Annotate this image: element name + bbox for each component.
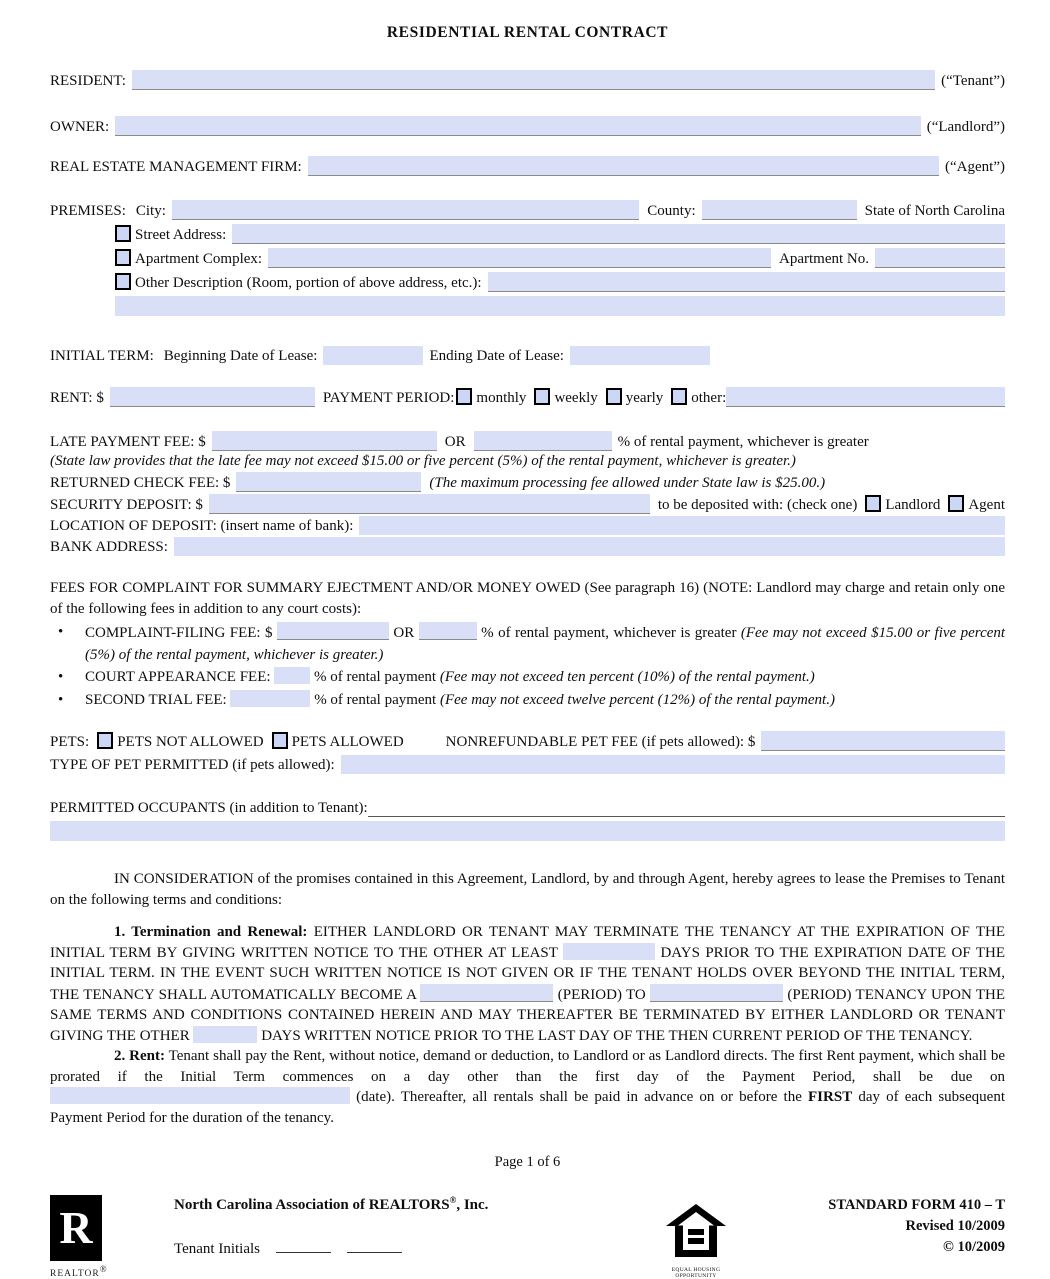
management-firm-suffix: (“Agent”) <box>945 159 1005 175</box>
bank-address-field[interactable] <box>174 537 1005 556</box>
street-address-checkbox[interactable] <box>115 225 131 242</box>
city-field[interactable] <box>172 200 639 220</box>
court-fee-suffix: % of rental payment <box>314 669 437 685</box>
other-description-extra-row <box>115 296 1005 316</box>
yearly-label: yearly <box>625 390 664 406</box>
rent-amount-field[interactable] <box>110 387 315 407</box>
security-deposit-label: SECURITY DEPOSIT: $ <box>50 497 203 513</box>
apartment-no-field[interactable] <box>875 248 1005 268</box>
rent-label: RENT: $ <box>50 390 104 406</box>
weekly-label: weekly <box>554 390 598 406</box>
apartment-complex-row <box>115 248 1005 268</box>
security-deposit-row <box>50 494 1005 514</box>
end-date-field[interactable] <box>570 346 710 365</box>
initial-term-label: INITIAL TERM: <box>50 348 154 364</box>
termination-days-field-1[interactable] <box>563 943 655 960</box>
security-deposit-field[interactable] <box>209 494 650 514</box>
returned-check-field[interactable] <box>236 472 421 492</box>
late-fee-note: (State law provides that the late fee may not exceed $15.00 or five percent (5%) of the rental payment, whichever is greater.) <box>50 453 796 469</box>
occupants-label: PERMITTED OCCUPANTS (in addition to Tenant): <box>50 800 368 816</box>
state-label: State of North Carolina <box>864 203 1005 219</box>
association-name-reg: ® <box>449 1195 457 1205</box>
realtor-logo-icon <box>50 1195 102 1261</box>
deposit-location-row <box>50 516 1005 535</box>
termination-text-2: DAYS PRIOR TO THE EXPIRATION DATE OF THE INITIAL TERM. IN THE EVENT SUCH WRITTEN NOTICE IS NOT GIVEN OR IF THE TENANT HOLDS OVER BEYOND THE INITIAL TERM, THE TENANCY SHALL AUTOMATICALLY BECOME A <box>50 944 1005 1003</box>
filing-fee-suffix: % of rental payment, whichever is greater <box>481 625 737 641</box>
management-firm-label: REAL ESTATE MANAGEMENT FIRM: <box>50 159 302 175</box>
owner-field[interactable] <box>115 116 921 136</box>
security-deposit-mid: to be deposited with: (check one) <box>657 497 858 513</box>
fees-section <box>50 431 1005 556</box>
complaint-filing-fee-item <box>50 622 1005 666</box>
pets-not-allowed-checkbox[interactable] <box>97 732 113 749</box>
management-firm-field[interactable] <box>308 156 939 176</box>
management-firm-row <box>50 156 1005 176</box>
county-field[interactable] <box>702 200 857 220</box>
court-fee-note: (Fee may not exceed ten percent (10%) of the rental payment.) <box>439 669 815 685</box>
pets-row <box>50 731 1005 751</box>
end-date-label: Ending Date of Lease: <box>429 348 564 364</box>
street-address-row <box>115 224 1005 244</box>
realtor-logo <box>50 1195 122 1279</box>
tenant-initials-field-1[interactable] <box>276 1238 331 1253</box>
page-number: Page 1 of 6 <box>494 1154 561 1170</box>
rent-text-2: (date). Thereafter, all rentals shall be paid in advance on or before the <box>356 1089 802 1105</box>
form-info-block <box>777 1195 1005 1258</box>
realtor-logo-letter: R <box>59 1202 93 1253</box>
complaint-fees-section <box>50 578 1005 711</box>
other-description-row <box>115 272 1005 292</box>
pets-label: PETS: <box>50 734 90 750</box>
deposit-agent-checkbox[interactable] <box>948 495 964 512</box>
late-fee-row <box>50 431 1005 451</box>
second-trial-fee-item <box>50 690 1005 712</box>
rent-due-date-field[interactable] <box>50 1087 350 1104</box>
termination-text-3: (PERIOD) TO <box>557 986 646 1003</box>
street-address-label: Street Address: <box>135 227 227 243</box>
other-period-label: other: <box>691 390 727 406</box>
termination-text-4: (PERIOD) TENANCY UPON THE SAME TERMS AND CONDITIONS CONTAINED HEREIN AND MAY THEREAFTER BE TERMINATED BY EITHER LANDLORD OR TENANT GIVING THE OTHER <box>50 986 1005 1044</box>
termination-paragraph <box>50 922 1005 1046</box>
deposit-landlord-label: Landlord <box>885 497 941 513</box>
pet-type-label: TYPE OF PET PERMITTED (if pets allowed): <box>50 757 335 773</box>
occupants-extra-row <box>50 821 1005 841</box>
returned-check-note: (The maximum processing fee allowed under State law is $25.00.) <box>429 475 826 491</box>
other-description-extra-field[interactable] <box>115 296 1005 316</box>
association-name-suffix: , Inc. <box>456 1197 489 1213</box>
monthly-checkbox[interactable] <box>456 388 472 405</box>
tenant-initials-field-2[interactable] <box>347 1238 402 1253</box>
trial-fee-percent-field[interactable] <box>230 690 310 707</box>
equal-housing-caption: EQUAL HOUSING OPPORTUNITY <box>671 1267 721 1279</box>
late-fee-label: LATE PAYMENT FEE: $ <box>50 434 206 450</box>
apartment-complex-checkbox[interactable] <box>115 249 131 266</box>
monthly-label: monthly <box>476 390 527 406</box>
association-block <box>174 1195 657 1258</box>
equal-housing-icon <box>665 1203 727 1261</box>
filing-fee-or: OR <box>393 625 415 641</box>
court-fee-percent-field[interactable] <box>274 667 310 684</box>
pet-type-field[interactable] <box>341 755 1005 774</box>
document-title: RESIDENTIAL RENTAL CONTRACT <box>386 24 669 41</box>
late-fee-or: OR <box>444 434 466 450</box>
termination-period-field-2[interactable] <box>650 984 783 1002</box>
other-description-checkbox[interactable] <box>115 273 131 290</box>
court-appearance-fee-item <box>50 667 1005 689</box>
pets-allowed-checkbox[interactable] <box>272 732 288 749</box>
termination-text-5: DAYS WRITTEN NOTICE PRIOR TO THE LAST DAY OF THE THEN CURRENT PERIOD OF THE TENANCY. <box>261 1027 973 1044</box>
late-fee-suffix: % of rental payment, whichever is greater <box>617 434 869 450</box>
apartment-complex-field[interactable] <box>268 248 771 268</box>
deposit-landlord-checkbox[interactable] <box>865 495 881 512</box>
deposit-location-label: LOCATION OF DEPOSIT: (insert name of bank): <box>50 518 354 534</box>
rent-text-1: Tenant shall pay the Rent, without notice, demand or deduction, to Landlord or as Landlord directs. The first Rent payment, which shall be prorated if the Initial Term commences on a day other than the first day of the Payment Period, shall be due on <box>50 1048 1005 1085</box>
late-fee-percent-field[interactable] <box>474 431 612 451</box>
filing-fee-label: COMPLAINT-FILING FEE: $ <box>85 625 273 641</box>
rent-heading: 2. Rent: <box>114 1048 165 1064</box>
form-number: STANDARD FORM 410 – T <box>828 1197 1005 1213</box>
equal-housing-logo <box>657 1203 735 1279</box>
occupants-extra-field[interactable] <box>50 821 1005 841</box>
court-fee-label: COURT APPEARANCE FEE: <box>85 669 271 685</box>
initial-term-row <box>50 346 1005 365</box>
termination-heading: 1. Termination and Renewal: <box>114 924 308 940</box>
realtor-caption-text: REALTOR <box>50 1269 100 1279</box>
termination-period-field-1[interactable] <box>420 984 553 1002</box>
form-revised: Revised 10/2009 <box>905 1218 1005 1234</box>
street-address-field[interactable] <box>232 224 1005 244</box>
resident-suffix: (“Tenant”) <box>941 73 1005 89</box>
tenant-initials-label: Tenant Initials <box>174 1241 261 1257</box>
owner-row <box>50 116 1005 136</box>
rent-first-bold: FIRST <box>808 1089 853 1105</box>
pets-not-allowed-label: PETS NOT ALLOWED <box>117 734 264 750</box>
apartment-complex-label: Apartment Complex: <box>135 251 263 267</box>
premises-city-row <box>50 200 1005 220</box>
realtor-logo-caption <box>50 1264 122 1279</box>
begin-date-field[interactable] <box>323 346 423 365</box>
consideration-paragraph: IN CONSIDERATION of the promises contained in this Agreement, Landlord, by and through Agent, hereby agrees to lease the Premises to Tenant on the following terms and conditions: <box>50 871 1005 908</box>
realtor-caption-reg: ® <box>99 1264 108 1274</box>
occupants-row <box>50 798 1005 817</box>
other-description-field[interactable] <box>488 272 1005 292</box>
returned-check-label: RETURNED CHECK FEE: $ <box>50 475 231 491</box>
tenant-initials-row <box>174 1238 657 1258</box>
premises-section <box>50 200 1005 316</box>
payment-period-label: PAYMENT PERIOD: <box>322 390 455 406</box>
filing-fee-note: (Fee may not exceed $15.00 or five percent (5%) of the rental payment, whichever is greater.) <box>85 625 1006 663</box>
owner-suffix: (“Landlord”) <box>926 119 1005 135</box>
deposit-location-field[interactable] <box>359 516 1005 535</box>
pet-fee-field[interactable] <box>761 731 1005 751</box>
returned-check-row <box>50 472 1005 492</box>
pet-type-row <box>50 755 1005 774</box>
trial-fee-suffix: % of rental payment <box>314 691 437 708</box>
yearly-checkbox[interactable] <box>606 388 622 405</box>
pets-section <box>50 731 1005 774</box>
deposit-agent-label: Agent <box>968 497 1005 513</box>
rent-paragraph <box>50 1046 1005 1128</box>
bank-address-label: BANK ADDRESS: <box>50 539 168 555</box>
owner-label: OWNER: <box>50 119 110 135</box>
trial-fee-note: (Fee may not exceed twelve percent (12%) of the rental payment.) <box>439 691 835 708</box>
resident-label: RESIDENT: <box>50 73 126 89</box>
other-description-label: Other Description (Room, portion of above address, etc.): <box>135 275 482 291</box>
page-footer <box>50 1195 1005 1279</box>
rent-row <box>50 387 1005 407</box>
other-period-field[interactable] <box>726 387 1005 407</box>
premises-label: PREMISES: <box>50 203 126 219</box>
termination-text-1: EITHER LANDLORD OR TENANT MAY TERMINATE THE TENANCY AT THE EXPIRATION OF THE INITIAL TERM BY GIVING WRITTEN NOTICE TO THE OTHER AT LEAST <box>50 924 1005 961</box>
occupants-section <box>50 798 1005 841</box>
occupants-field[interactable] <box>368 798 1005 817</box>
city-label: City: <box>135 203 166 219</box>
filing-fee-percent-field[interactable] <box>419 622 477 640</box>
pets-allowed-label: PETS ALLOWED <box>291 734 404 750</box>
weekly-checkbox[interactable] <box>534 388 550 405</box>
bank-address-row <box>50 537 1005 556</box>
form-copyright: © 10/2009 <box>943 1239 1005 1255</box>
resident-field[interactable] <box>132 70 935 90</box>
rent-text-3: day of each subsequent Payment Period for the duration of the tenancy. <box>50 1089 1005 1126</box>
late-fee-amount-field[interactable] <box>212 431 437 451</box>
pet-fee-label: NONREFUNDABLE PET FEE (if pets allowed): $ <box>445 734 756 750</box>
termination-days-field-2[interactable] <box>193 1026 257 1043</box>
complaint-fees-heading: FEES FOR COMPLAINT FOR SUMMARY EJECTMENT AND/OR MONEY OWED (See paragraph 16) (NOTE: Landlord may charge and retain only one of the following fees in addition to any court costs): <box>50 580 1005 617</box>
filing-fee-amount-field[interactable] <box>277 622 389 640</box>
association-name-text: North Carolina Association of REALTORS <box>174 1197 450 1213</box>
association-name <box>174 1195 657 1214</box>
apartment-no-label: Apartment No. <box>779 251 869 267</box>
begin-date-label: Beginning Date of Lease: <box>163 348 318 364</box>
trial-fee-label: SECOND TRIAL FEE: <box>85 691 227 708</box>
county-label: County: <box>647 203 696 219</box>
other-period-checkbox[interactable] <box>671 388 687 405</box>
resident-row <box>50 70 1005 90</box>
